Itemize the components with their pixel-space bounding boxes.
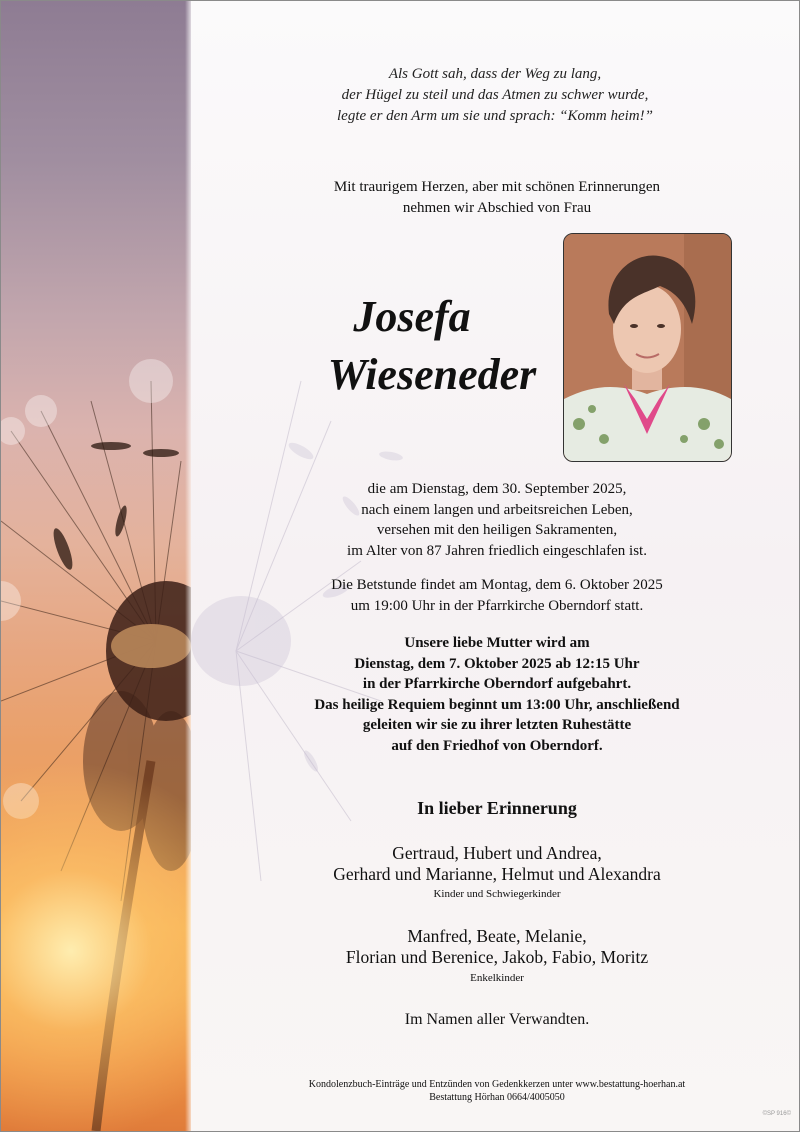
grandchildren-line: Florian und Berenice, Jakob, Fabio, Moritz [345, 947, 649, 967]
notice-content [191, 1, 799, 1131]
intro-line: nehmen wir Abschied von Frau [402, 200, 592, 216]
grandchildren-names [191, 926, 800, 968]
children-names [191, 843, 800, 885]
funeral-line: Dienstag, dem 7. Oktober 2025 ab 12:15 Uhr [354, 655, 640, 672]
quote-line: legte er den Arm um sie und sprach: “Komm heim!” [337, 108, 653, 124]
death-notice-line: versehen mit den heiligen Sakramenten, [376, 522, 618, 538]
prayer-line: um 19:00 Uhr in der Pfarrkirche Oberndorf statt. [350, 597, 644, 614]
funeral-line: in der Pfarrkirche Oberndorf aufgebahrt. [362, 676, 632, 692]
watermark: ©SP 916© [762, 1111, 791, 1117]
children-label: Kinder und Schwiegerkinder [433, 888, 561, 900]
children-line: Gertraud, Hubert und Andrea, [392, 843, 602, 863]
opening-quote [191, 64, 799, 127]
prayer-info [191, 575, 800, 616]
children-line: Gerhard und Marianne, Helmut und Alexandra [333, 864, 661, 884]
funeral-line: Unsere liebe Mutter wird am [404, 635, 590, 651]
grandchildren-label: Enkelkinder [470, 972, 524, 984]
grandchildren-line: Manfred, Beate, Melanie, [407, 926, 587, 946]
deceased-last-name: Wieseneder [327, 350, 537, 399]
deceased-first-name: Josefa [353, 292, 471, 341]
death-notice-line: die am Dienstag, dem 30. September 2025, [367, 481, 627, 497]
deceased-portrait [563, 233, 732, 462]
portrait-image [564, 234, 731, 461]
footer-line: Bestattung Hörhan 0664/4005050 [429, 1092, 565, 1103]
quote-line: Als Gott sah, dass der Weg zu lang, [388, 66, 602, 82]
funeral-line: Das heilige Requiem beginnt um 13:00 Uhr, anschließend [314, 696, 680, 713]
quote-line: der Hügel zu steil und das Atmen zu schwer wurde, [341, 87, 649, 103]
funeral-info [191, 633, 800, 756]
closing-line: Im Namen aller Verwandten. [404, 1011, 590, 1028]
death-notice-line: im Alter von 87 Jahren friedlich eingeschlafen ist. [347, 542, 647, 559]
death-notice-line: nach einem langen und arbeitsreichen Leben, [361, 501, 633, 518]
funeral-line: auf den Friedhof von Oberndorf. [391, 737, 603, 754]
intro-text [191, 177, 800, 219]
intro-line: Mit traurigem Herzen, aber mit schönen Erinnerungen [333, 179, 661, 195]
death-notice [191, 479, 800, 561]
funeral-line: geleiten wir sie zu ihrer letzten Ruhestätte [362, 717, 632, 733]
footer-line: Kondolenzbuch-Einträge und Entzünden von Gedenkkerzen unter www.bestattung-hoerhan.at [308, 1079, 686, 1090]
prayer-line: Die Betstunde findet am Montag, dem 6. Oktober 2025 [331, 577, 663, 593]
memory-title: In lieber Erinnerung [417, 798, 577, 818]
footer [191, 1078, 800, 1104]
